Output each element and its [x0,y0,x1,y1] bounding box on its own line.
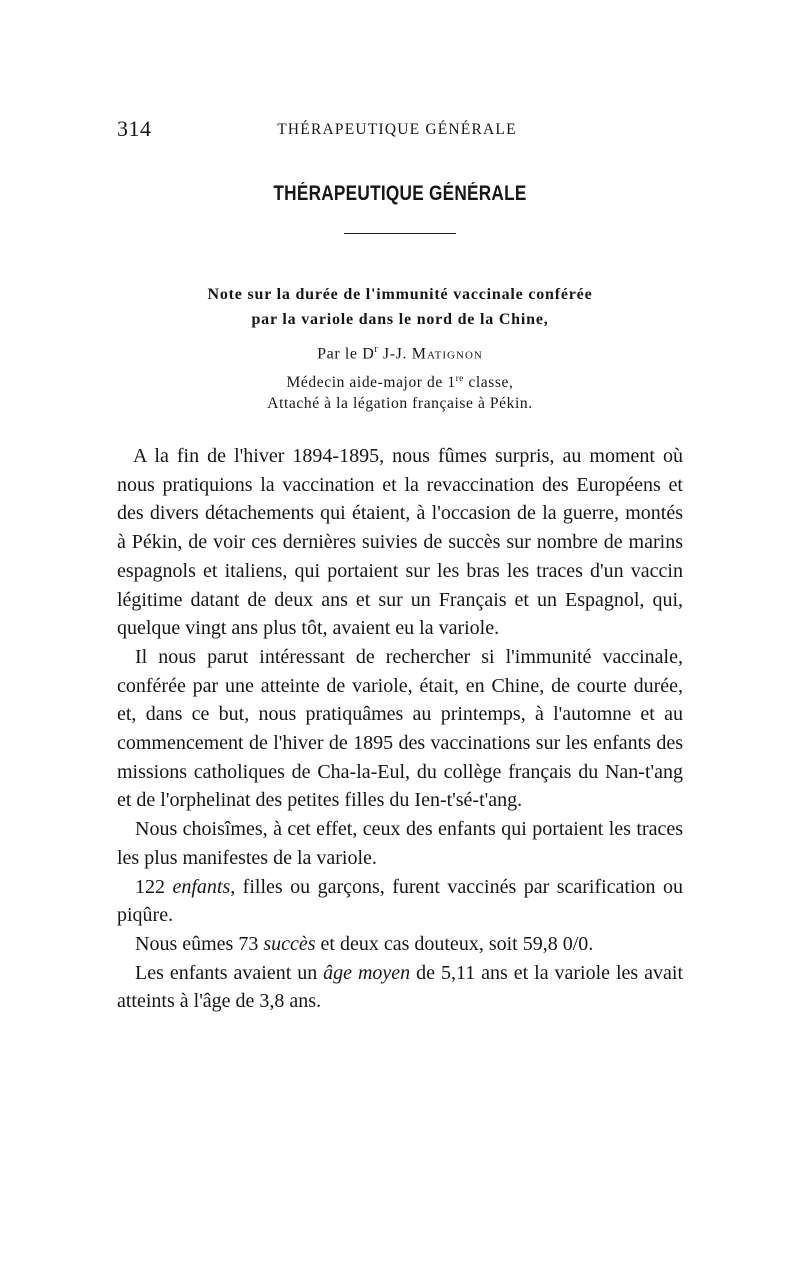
p5-a: Nous eûmes 73 [135,932,264,955]
author-affiliation-2: Attaché à la légation française à Pékin. [267,395,533,412]
p6-b: de 5,11 ans et la variole les avait atteints à l'âge de 3,8 ans. [117,961,684,1013]
paragraph-3: Nous choisîmes, à cet effet, ceux des enfants qui portaient les traces les plus manifestes de la variole. [117,818,683,869]
running-head [117,116,677,146]
title-rule [344,233,456,234]
running-title: THÉRAPEUTIQUE GÉNÉRALE [277,121,517,138]
paragraph-2: Il nous parut intéressant de rechercher si l'immunité vaccinale, conférée par une atteinte de variole, était, en Chine, de courte durée, et, dans ce but, nous pratiquâmes au printemps, à l'automne et au commencement de l'hiver de 1895 des vaccinations sur les enfants des missions catholiques de Cha-la-Eul, du collège français du Nan-t'ang et de l'orphelinat des petites filles du Ien-t'sé-t'ang. [117,645,683,812]
article-title-line-2: par la variole dans le nord de la Chine, [251,311,549,328]
p4-rest: , filles ou garçons, furent vaccinés par scarification ou piqûre. [117,875,683,927]
affiliation-1-b: classe, [463,374,514,392]
author-name: Matignon [411,345,483,363]
section-title: THÉRAPEUTIQUE GÉNÉRALE [273,182,527,205]
p5-b: et deux cas douteux, soit 59,8 0/0. [315,932,594,955]
byline-sup: r [374,344,379,355]
body-text [117,442,683,1016]
page-number: 314 [117,116,152,141]
p4-number: 122 [135,875,173,898]
article-title-line-1: Note sur la durée de l'immunité vaccinale conférée [207,286,593,303]
paragraph-4 [117,873,683,930]
author-affiliation-1 [0,373,800,392]
p6-italic: âge moyen [323,961,411,984]
p6-a: Les enfants avaient un [135,961,324,984]
byline-initials: J-J. [378,345,412,363]
paragraph-1: A la fin de l'hiver 1894-1895, nous fûmes surpris, au moment où nous pratiquions la vaccination et la revaccination des Européens et des divers détachements qui étaient, à l'occasion de la guerre, montés à Pékin, de voir ces dernières suivies de succès sur nombre de marins espagnols et italiens, qui portaient sur les bras les traces d'un vaccin légitime datant de deux ans et sur un Français et un Espagnol, qui, quelque vingt ans plus tôt, avaient eu la variole. [117,445,683,640]
p5-italic: succès [263,932,316,955]
paragraph-5 [117,930,683,959]
author-byline [0,344,800,363]
paragraph-6 [117,959,683,1016]
article-title [110,282,690,332]
byline-prefix: Par le D [317,345,375,363]
affiliation-1-sup: re [455,373,464,383]
affiliation-1-a: Médecin aide-major de 1 [286,374,456,392]
p4-italic: enfants [172,875,231,898]
